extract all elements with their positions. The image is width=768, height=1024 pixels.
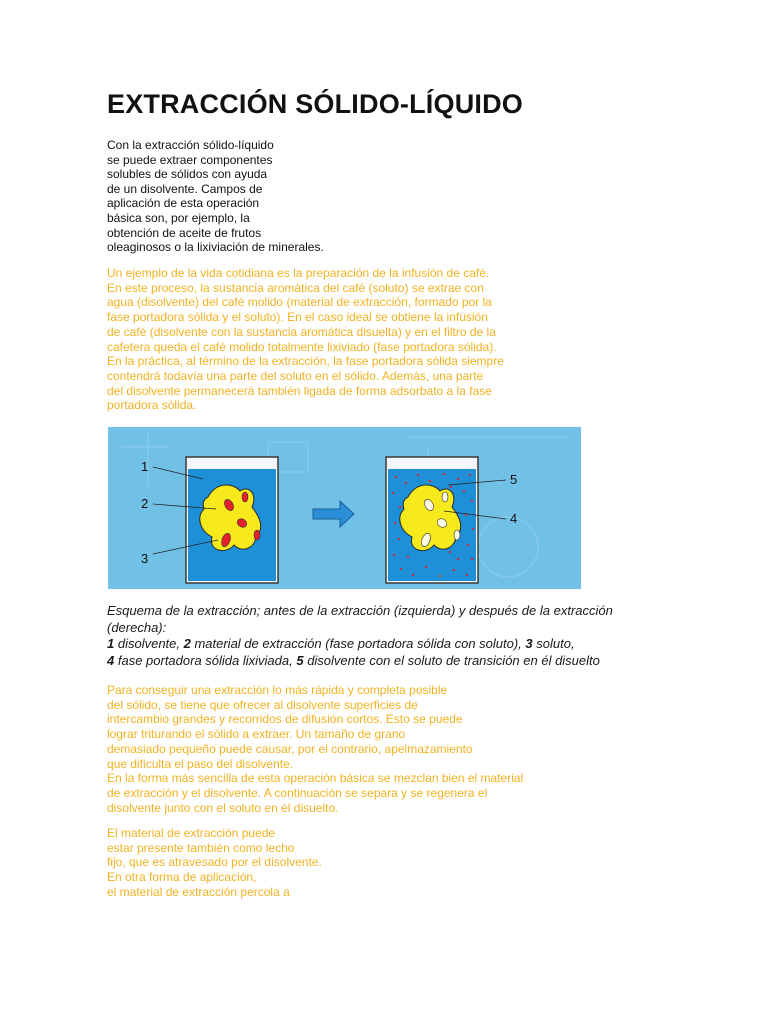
text-line: El material de extracción puede (107, 826, 276, 840)
text-line: solubles de sólidos con ayuda (107, 167, 268, 182)
beaker-before (186, 457, 278, 583)
caption-text: soluto, (532, 636, 575, 651)
text-line: contendrá todavía una parte del soluto en el sólido. Además, una parte (107, 368, 484, 383)
text-line: En la práctica, al término de la extracción, la fase portadora sólida siempre (107, 354, 504, 369)
extraction-diagram (108, 427, 581, 589)
text-line: se puede extraer componentes (107, 152, 273, 167)
caption-text: material de extracción (fase portadora sólida con soluto), (190, 636, 526, 651)
text-line: lograr triturando el sólido a extraer. Un tamaño de grano (107, 727, 406, 742)
text-line: que dificulta el paso del disolvente. (107, 756, 294, 771)
text-line: En este proceso, la sustancia aromática del café (soluto) se extrae con (107, 280, 484, 295)
label-4: 4 (510, 511, 518, 526)
caption-text: fase portadora sólida lixiviada, (114, 652, 297, 668)
coffee-example-paragraph (107, 266, 504, 413)
text-line: aplicación de esta operación (107, 196, 260, 211)
text-line: demasiado pequeño puede causar, por el contrario, apelmazamiento (107, 741, 473, 756)
label-2: 2 (141, 496, 149, 511)
figure-caption (107, 603, 613, 669)
intro-paragraph (107, 138, 324, 255)
text-line: básica son, por ejemplo, la (107, 210, 250, 225)
caption-text: disolvente con el soluto de transición en él disuelto (303, 652, 600, 668)
caption-line: Esquema de la extracción; antes de la extracción (izquierda) y después de la extracción (107, 603, 613, 618)
text-line: de café (disolvente con la sustancia aromática disuelta) y en el filtro de la (107, 324, 496, 339)
caption-number: 1 (107, 636, 115, 651)
text-line: oleaginosos o la lixiviación de minerales. (107, 240, 324, 255)
caption-number: 2 (183, 636, 191, 651)
text-line: En otra forma de aplicación, (107, 870, 257, 885)
label-5: 5 (510, 472, 518, 487)
text-line: fase portadora sólida y el soluto). En el caso ideal se obtiene la infusión (107, 310, 488, 325)
extraction-diagram-svg (108, 427, 581, 589)
process-arrow-icon (313, 501, 354, 527)
beaker-after (386, 457, 478, 583)
caption-number: 3 (525, 636, 533, 651)
label-1: 1 (141, 459, 149, 474)
caption-text: disolvente, (114, 636, 184, 651)
text-line: del sólido, se tiene que ofrecer al disolvente superficies de (107, 697, 418, 712)
text-line: agua (disolvente) del café molido (material de extracción, formado por la (107, 295, 492, 310)
fixed-bed-paragraph (107, 826, 322, 900)
caption-number: 5 (296, 652, 304, 668)
text-line: estar presente también como lecho (107, 840, 295, 855)
caption-number: 4 (107, 652, 115, 668)
text-line: fijo, que es atravesado por el disolvente. (107, 855, 322, 870)
page-title: EXTRACCIÓN SÓLIDO-LÍQUIDO (107, 89, 523, 119)
label-3: 3 (141, 551, 149, 566)
caption-line (107, 636, 613, 653)
text-line: En la forma más sencilla de esta operación básica se mezclan bien el material (107, 771, 524, 786)
text-line: disolvente junto con el soluto en él disuelto. (107, 800, 339, 815)
caption-line (107, 653, 613, 670)
text-line: de extracción y el disolvente. A continuación se separa y se regenera el (107, 785, 488, 800)
text-line: Para conseguir una extracción lo más rápida y completa posible (107, 683, 448, 697)
text-line: el material de extracción percola a (107, 884, 290, 899)
text-line: portadora sólida. (107, 398, 197, 413)
text-line: Con la extracción sólido-líquido (107, 138, 274, 152)
caption-line: (derecha): (107, 619, 167, 635)
text-line: cafetera queda el café molido totalmente lixiviado (fase portadora sólida). (107, 339, 497, 354)
text-line: de un disolvente. Campos de (107, 181, 263, 196)
text-line: Un ejemplo de la vida cotidiana es la preparación de la infusión de café. (107, 266, 490, 280)
efficiency-paragraph (107, 683, 523, 815)
text-line: obtención de aceite de frutos (107, 225, 262, 240)
text-line: del disolvente permanecerá también ligada de forma adsorbato a la fase (107, 383, 492, 398)
text-line: intercambio grandes y recorridos de difusión cortos. Esto se puede (107, 712, 463, 727)
